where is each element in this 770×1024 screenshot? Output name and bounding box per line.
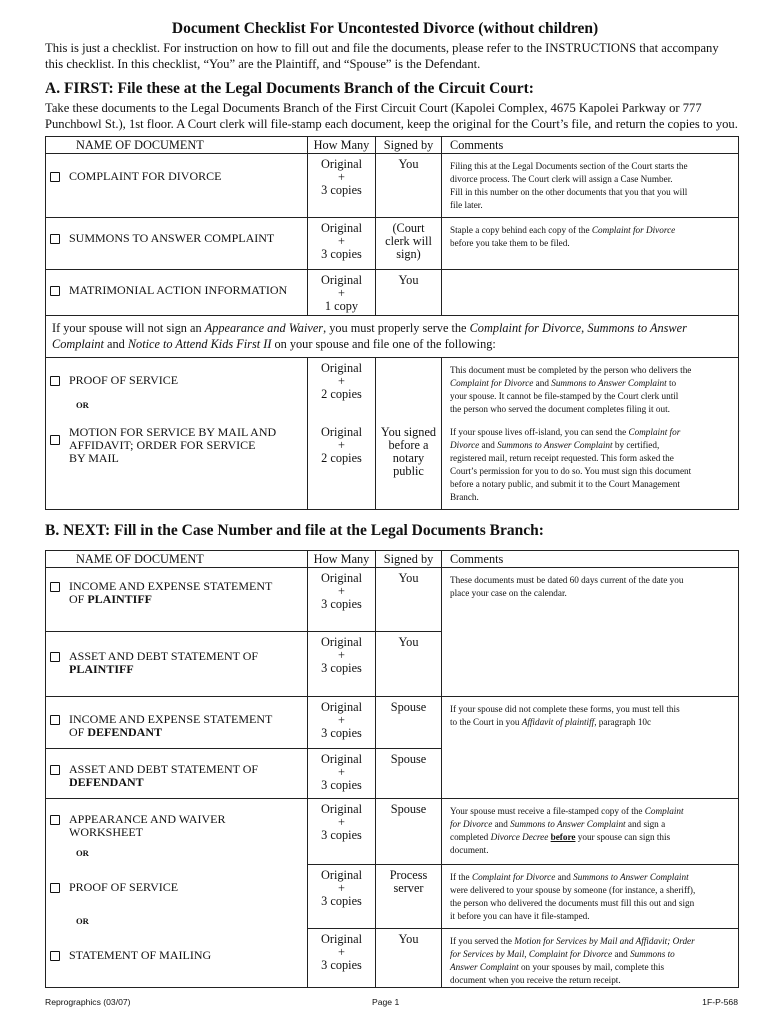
col-header-how-many: How Many: [308, 137, 376, 154]
name-line: INCOME AND EXPENSE STATEMENT: [69, 712, 273, 726]
document-cell: [46, 218, 308, 270]
intro-paragraph: [45, 40, 745, 72]
document-name: [69, 426, 276, 465]
comment-emphasis: Affidavit of plaintiff: [521, 717, 595, 727]
signed-line: before a: [388, 437, 429, 452]
qty-copies: 3 copies: [321, 894, 362, 908]
checklist-table-a: [45, 136, 739, 510]
comment-cell: [442, 865, 739, 929]
comment-line: [450, 935, 732, 948]
document-cell: [46, 632, 308, 697]
comment-emphasis: Complaint: [644, 806, 684, 816]
or-label: OR: [76, 400, 89, 410]
comment-text: your spouse can sign this: [575, 832, 671, 842]
document-cell: [46, 799, 308, 865]
name-bold: DEFENDANT: [69, 775, 144, 789]
document-name: MATRIMONIAL ACTION INFORMATION: [69, 283, 288, 297]
qty-copies: 3 copies: [321, 183, 362, 197]
how-many-cell: [308, 218, 376, 270]
comment-text: and: [479, 439, 498, 450]
comment-cell: [442, 929, 739, 988]
comment-line: the person who served the document completes filing it out.: [450, 404, 670, 414]
comment-text: Staple a copy behind each copy of the: [450, 225, 592, 235]
summons-checkbox[interactable]: [50, 234, 60, 244]
signed-by-cell: Spouse: [376, 799, 442, 865]
comment-line: [450, 805, 732, 818]
note-emphasis: Complaint: [52, 337, 104, 351]
comment-line: [450, 716, 732, 729]
comment-text: to the Court in you: [450, 717, 522, 727]
comment-line: it before you can have it file-stamped.: [450, 911, 590, 921]
comment-emphasis: Complaint for Divorce: [471, 872, 556, 882]
qty-copies: 3 copies: [321, 778, 362, 792]
table-row: [46, 358, 739, 420]
footer-form-number: 1F-P-568: [702, 997, 738, 1007]
table-header-row: [46, 137, 739, 154]
note-text: If your spouse will not sign an: [52, 321, 205, 335]
name-line: [69, 663, 258, 676]
comment-line: Branch.: [450, 491, 479, 502]
how-many-cell: [308, 865, 376, 929]
qty-copies: 2 copies: [321, 387, 362, 401]
matrimonial-checkbox[interactable]: [50, 286, 60, 296]
qty-original: Original: [321, 424, 362, 439]
document-name: STATEMENT OF MAILING: [69, 947, 212, 962]
serve-note: [46, 316, 739, 358]
signed-by-cell: [376, 420, 442, 510]
motion-service-mail-checkbox[interactable]: [50, 435, 60, 445]
comment-text: Your spouse must receive a file-stamped copy of the: [450, 806, 645, 816]
qty-original: Original: [321, 221, 362, 235]
how-many-cell: [308, 154, 376, 218]
comment-line: If your spouse did not complete these forms, you must tell this: [450, 704, 680, 714]
name-line: APPEARANCE AND WAIVER: [69, 812, 226, 826]
footer-left: Reprographics (03/07): [45, 997, 131, 1007]
qty-original: Original: [321, 932, 362, 946]
comment-emphasis: Answer Complaint: [450, 962, 519, 972]
how-many-cell: [308, 697, 376, 749]
comment-line: [450, 426, 732, 439]
signed-line: sign): [396, 247, 421, 261]
document-name: [69, 763, 258, 789]
qty-plus: +: [338, 286, 345, 300]
name-line: AFFIDAVIT; ORDER FOR SERVICE: [69, 437, 256, 452]
document-name: [69, 813, 225, 839]
comment-line: [450, 818, 732, 831]
qty-original: Original: [321, 273, 362, 287]
col-header-signed-by: Signed by: [376, 137, 442, 154]
col-header-comments: Comments: [442, 137, 739, 154]
comment-cell: [442, 749, 739, 799]
comment-cell: [442, 218, 739, 270]
table-row: [46, 749, 739, 799]
col-header-signed-by: Signed by: [376, 551, 442, 568]
comment-line: Court’s permission for you to do so. You must sign this document: [450, 465, 692, 476]
table-row: [46, 270, 739, 316]
statement-mailing-checkbox[interactable]: [50, 951, 60, 961]
comment-cell: [442, 270, 739, 316]
signed-line: Process: [389, 868, 428, 882]
qty-plus: +: [338, 374, 345, 388]
note-text: ,: [581, 321, 588, 335]
proof-of-service-checkbox[interactable]: [50, 376, 60, 386]
footer-page-number: Page 1: [372, 997, 400, 1007]
comment-text: and: [612, 949, 631, 959]
comment-emphasis: Complaint for: [628, 426, 681, 437]
comment-cell: [442, 632, 739, 697]
how-many-cell: [308, 632, 376, 697]
comment-line: Filing this at the Legal Documents section of the Court starts the: [450, 161, 688, 171]
signed-by-cell: You: [376, 154, 442, 218]
qty-plus: +: [338, 815, 345, 829]
qty-plus: +: [338, 584, 345, 598]
how-many-cell: [308, 929, 376, 988]
document-cell: [46, 865, 308, 929]
signed-line: (Court: [392, 221, 425, 235]
signed-line: server: [393, 881, 424, 895]
comment-emphasis: Motion for Services by Mail and Affidavit; Order: [514, 936, 695, 946]
comment-text: If you served the: [450, 936, 515, 946]
signed-by-cell: [376, 358, 442, 420]
document-cell: [46, 929, 308, 988]
name-line: BY MAIL: [69, 450, 119, 465]
name-line: ASSET AND DEBT STATEMENT OF: [69, 762, 259, 776]
table-row: [46, 154, 739, 218]
comment-emphasis: Summons to: [630, 949, 675, 959]
comment-emphasis: Complaint for Divorce: [450, 378, 534, 388]
comment-emphasis: Divorce: [450, 439, 480, 450]
qty-original: Original: [321, 752, 362, 766]
complaint-checkbox[interactable]: [50, 172, 60, 182]
document-name: [69, 580, 272, 606]
qty-copies: 1 copy: [324, 299, 359, 313]
note-text: , you must properly serve the: [323, 321, 470, 335]
section-a-line: Punchbowl St.), 1st floor. A Court clerk will file-stamp each document, keep the original for the Court’s file, and return the copies to you.: [45, 117, 738, 131]
section-a-heading: A. FIRST: File these at the Legal Documents Branch of the Circuit Court:: [45, 80, 534, 97]
section-a-line: Take these documents to the Legal Documents Branch of the First Circuit Court (Kapolei Complex, 4675 Kapolei Parkway or 777: [45, 101, 702, 115]
comment-text: and: [555, 872, 574, 882]
qty-plus: +: [338, 170, 345, 184]
how-many-cell: [308, 358, 376, 420]
comment-line: Fill in this number on the other documents that you that you will: [450, 187, 688, 197]
qty-copies: 3 copies: [321, 958, 362, 972]
section-a-paragraph: [45, 100, 745, 132]
signed-by-cell: You: [376, 568, 442, 632]
qty-original: Original: [321, 868, 362, 882]
name-text: OF: [69, 592, 88, 606]
comment-line: [450, 961, 732, 974]
or-label: OR: [76, 915, 89, 926]
signed-by-cell: You: [376, 929, 442, 988]
table-header-row: [46, 551, 739, 568]
document-name: [69, 650, 258, 676]
qty-plus: +: [338, 881, 345, 895]
table-row: [46, 420, 739, 510]
asset-plaintiff-checkbox[interactable]: [50, 652, 60, 662]
qty-copies: 3 copies: [321, 247, 362, 261]
comment-text: If the: [450, 872, 472, 882]
comment-emphasis: Complaint for Divorce: [591, 225, 676, 235]
comment-underline: before: [550, 832, 576, 842]
note-emphasis: Appearance and Waiver: [204, 321, 324, 335]
name-line: ASSET AND DEBT STATEMENT OF: [69, 649, 259, 663]
comment-line: [450, 831, 732, 844]
comment-line: document.: [450, 845, 489, 855]
comment-emphasis: Summons to Answer Complaint: [573, 872, 689, 882]
table-row: [46, 632, 739, 697]
comment-line: registered mail, return receipt requested. This form asked the: [450, 452, 674, 463]
how-many-cell: [308, 568, 376, 632]
qty-original: Original: [321, 700, 362, 714]
signed-by-cell: [376, 865, 442, 929]
document-name: PROOF OF SERVICE: [69, 879, 179, 894]
document-title: Document Checklist For Uncontested Divorce (without children): [171, 20, 599, 37]
note-text: on your spouse and file one of the following:: [271, 337, 496, 351]
how-many-cell: [308, 420, 376, 510]
name-bold: PLAINTIFF: [87, 592, 153, 606]
qty-copies: 3 copies: [321, 828, 362, 842]
signed-line: clerk will: [385, 234, 432, 248]
comment-text: on your spouses by mail, complete this: [518, 962, 665, 972]
name-bold: PLAINTIFF: [69, 662, 134, 676]
comment-emphasis: Divorce Decree: [490, 832, 549, 842]
name-bold: DEFENDANT: [87, 725, 163, 739]
qty-original: Original: [321, 571, 362, 585]
qty-copies: 2 copies: [321, 450, 362, 465]
comment-line: before you take them to be filed.: [450, 238, 570, 248]
col-header-name: NAME OF DOCUMENT: [46, 137, 308, 154]
comment-line: place your case on the calendar.: [450, 588, 567, 598]
qty-original: Original: [321, 157, 362, 171]
comment-cell: [442, 799, 739, 865]
asset-defendant-checkbox[interactable]: [50, 765, 60, 775]
signed-by-cell: You: [376, 270, 442, 316]
qty-original: Original: [321, 635, 362, 649]
comment-cell: [442, 568, 739, 632]
intro-line: This is just a checklist. For instruction on how to fill out and file the documents, please refer to the INSTRUCTIONS that accompany: [45, 41, 719, 55]
qty-plus: +: [338, 945, 345, 959]
comment-cell: [442, 420, 739, 510]
comment-line: the person who delivered the documents must fill this out and sign: [450, 898, 695, 908]
comment-text: and: [533, 378, 552, 388]
table-row: [46, 799, 739, 865]
intro-line: this checklist. In this checklist, “You” are the Plaintiff, and “Spouse” is the Defendant.: [45, 57, 481, 71]
income-plaintiff-checkbox[interactable]: [50, 582, 60, 592]
comment-text: , paragraph 10c: [594, 717, 652, 727]
name-line: [69, 726, 272, 739]
col-header-name: NAME OF DOCUMENT: [46, 551, 308, 568]
col-header-how-many: How Many: [308, 551, 376, 568]
qty-plus: +: [338, 437, 345, 452]
how-many-cell: [308, 749, 376, 799]
signed-by-cell: You: [376, 632, 442, 697]
how-many-cell: [308, 799, 376, 865]
note-text: and: [103, 337, 128, 351]
name-line: MOTION FOR SERVICE BY MAIL AND: [69, 424, 277, 439]
table-row: [46, 568, 739, 632]
how-many-cell: [308, 270, 376, 316]
document-name: PROOF OF SERVICE: [69, 373, 179, 387]
comment-cell: [442, 358, 739, 420]
signed-by-cell: Spouse: [376, 749, 442, 799]
note-emphasis: Summons to Answer: [587, 321, 687, 335]
comment-line: divorce process. The Court clerk will assign a Case Number.: [450, 174, 673, 184]
comment-line: This document must be completed by the person who delivers the: [450, 365, 692, 375]
qty-original: Original: [321, 361, 362, 375]
comment-emphasis: Complaint for Divorce: [528, 949, 613, 959]
or-label: OR: [76, 848, 89, 858]
comment-line: [450, 224, 732, 237]
comment-text: ,: [524, 949, 529, 959]
document-cell: [46, 568, 308, 632]
comment-line: [450, 871, 732, 884]
table-row: [46, 697, 739, 749]
document-name: SUMMONS TO ANSWER COMPLAINT: [69, 231, 275, 245]
comment-text: completed: [450, 832, 491, 842]
comment-line: [450, 439, 732, 452]
appearance-waiver-checkbox[interactable]: [50, 815, 60, 825]
section-b-heading: B. NEXT: Fill in the Case Number and file at the Legal Documents Branch:: [45, 522, 544, 539]
comment-line: were delivered to your spouse by someone (for instance, a sheriff),: [450, 885, 696, 895]
comment-emphasis: Summons to Answer Complaint: [497, 439, 613, 450]
table-row: [46, 316, 739, 358]
table-row: [46, 218, 739, 270]
signed-line: You signed: [380, 424, 437, 439]
signed-line: public: [393, 463, 424, 478]
signed-by-cell: [376, 218, 442, 270]
document-cell: [46, 697, 308, 749]
signed-line: notary: [392, 450, 425, 465]
comment-emphasis: Summons to Answer Complaint: [510, 819, 626, 829]
document-cell: [46, 270, 308, 316]
comment-text: and: [492, 819, 511, 829]
name-line: WORKSHEET: [69, 825, 143, 839]
comment-cell: [442, 697, 739, 749]
qty-plus: +: [338, 713, 345, 727]
comment-text: to: [666, 378, 677, 388]
qty-copies: 3 copies: [321, 597, 362, 611]
comment-emphasis: Summons to Answer Complaint: [551, 378, 667, 388]
comment-text: If your spouse lives off-island, you can send the: [450, 426, 629, 437]
name-line: [69, 776, 258, 789]
comment-line: [450, 377, 732, 390]
qty-plus: +: [338, 234, 345, 248]
document-cell: [46, 420, 308, 510]
table-row: [46, 929, 739, 988]
name-text: OF: [69, 725, 88, 739]
note-emphasis: Notice to Attend Kids First II: [127, 337, 272, 351]
comment-emphasis: for Divorce: [450, 819, 493, 829]
qty-copies: 3 copies: [321, 726, 362, 740]
qty-plus: +: [338, 648, 345, 662]
income-defendant-checkbox[interactable]: [50, 715, 60, 725]
comment-line: file later.: [450, 200, 483, 210]
comment-text: by certified,: [612, 439, 660, 450]
comment-emphasis: for Services by Mail: [450, 949, 525, 959]
comment-line: These documents must be dated 60 days current of the date you: [450, 575, 684, 585]
qty-plus: +: [338, 765, 345, 779]
comment-text: and sign a: [625, 819, 666, 829]
qty-copies: 3 copies: [321, 661, 362, 675]
comment-cell: [442, 154, 739, 218]
table-row: [46, 865, 739, 929]
document-name: [69, 713, 272, 739]
document-cell: [46, 749, 308, 799]
signed-by-cell: Spouse: [376, 697, 442, 749]
document-cell: [46, 154, 308, 218]
checklist-table-b: [45, 550, 739, 988]
comment-line: before a notary public, and submit it to the Court Management: [450, 478, 680, 489]
col-header-comments: Comments: [442, 551, 739, 568]
comment-line: [450, 948, 732, 961]
name-line: [69, 593, 272, 606]
document-cell: [46, 358, 308, 420]
comment-line: document when you receive the return receipt.: [450, 975, 621, 985]
name-line: INCOME AND EXPENSE STATEMENT: [69, 579, 273, 593]
qty-original: Original: [321, 802, 362, 816]
comment-line: your spouse. It cannot be file-stamped by the Court clerk until: [450, 391, 679, 401]
document-name: COMPLAINT FOR DIVORCE: [69, 169, 222, 183]
proof-of-service-b-checkbox[interactable]: [50, 883, 60, 893]
note-emphasis: Complaint for Divorce: [469, 321, 582, 335]
